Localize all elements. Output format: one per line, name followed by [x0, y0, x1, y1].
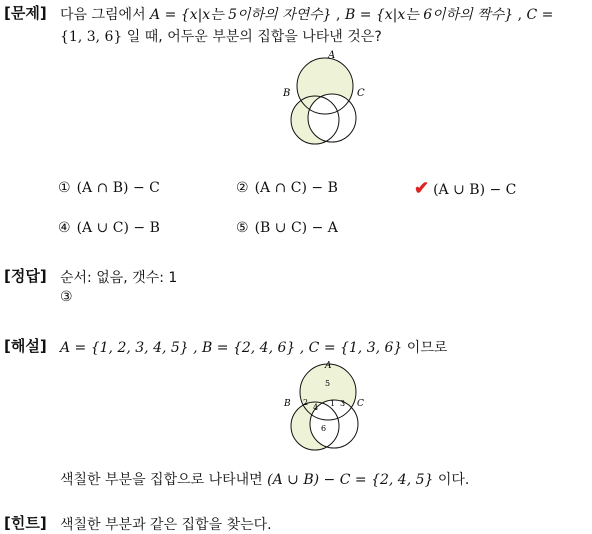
answer-label: [정답]	[4, 267, 47, 285]
venn-label-b: B	[283, 88, 291, 99]
explanation-conclusion: 색칠한 부분을 집합으로 나타내면 (A ∪ B) − C = {2, 4, 5} 이다.	[60, 472, 470, 488]
set-c-prefix: C =	[526, 7, 554, 23]
region-ab: 2	[303, 398, 309, 407]
hint-text: 색칠한 부분과 같은 집합을 찾는다.	[60, 517, 272, 533]
venn-label-a: A	[328, 50, 336, 61]
check-icon: ✔	[414, 178, 430, 199]
set-b-definition: B = {x|x는 6이하의 짝수}	[344, 7, 514, 23]
option-2[interactable]: ② (A ∩ C) − B	[236, 180, 338, 196]
set-a-definition: A = {x|x는 5이하의 자연수}	[150, 7, 332, 23]
problem-label: [문제]	[4, 4, 47, 22]
problem-line-1: 다음 그림에서 A = {x|x는 5이하의 자연수} , B = {x|x는 6이하의 짝수} , C =	[60, 7, 554, 23]
answer-meta: 순서: 없음, 갯수: 1	[60, 270, 178, 286]
problem-venn-diagram	[273, 50, 393, 160]
set-c-values: {1, 3, 6}	[60, 29, 123, 45]
region-a-only: 5	[325, 379, 331, 388]
region-ac-3: 3	[340, 399, 346, 408]
option-5[interactable]: ⑤ (B ∪ C) − A	[236, 220, 338, 236]
answer-value: ③	[60, 289, 73, 305]
explanation-sets: A = {1, 2, 3, 4, 5} , B = {2, 4, 6} , C = {1, 3, 6} 이므로	[60, 340, 448, 356]
explanation-label: [해설]	[4, 337, 47, 355]
venn-label-b: B	[284, 399, 291, 409]
option-3[interactable]: ✔ (A ∪ B) − C	[414, 178, 517, 199]
venn-label-c: C	[357, 88, 365, 99]
option-4[interactable]: ④ (A ∪ C) − B	[58, 220, 160, 236]
hint-label: [힌트]	[4, 514, 47, 532]
region-abc: 4	[313, 403, 319, 412]
region-c: 6	[321, 424, 327, 433]
venn-label-a: A	[325, 361, 332, 371]
explanation-venn-diagram	[273, 360, 393, 460]
venn-label-c: C	[357, 399, 364, 409]
problem-line-2: {1, 3, 6} 일 때, 어두운 부분의 집합을 나타낸 것은?	[60, 29, 382, 45]
option-1[interactable]: ① (A ∩ B) − C	[58, 180, 160, 196]
region-ac-1: 1	[330, 399, 336, 408]
